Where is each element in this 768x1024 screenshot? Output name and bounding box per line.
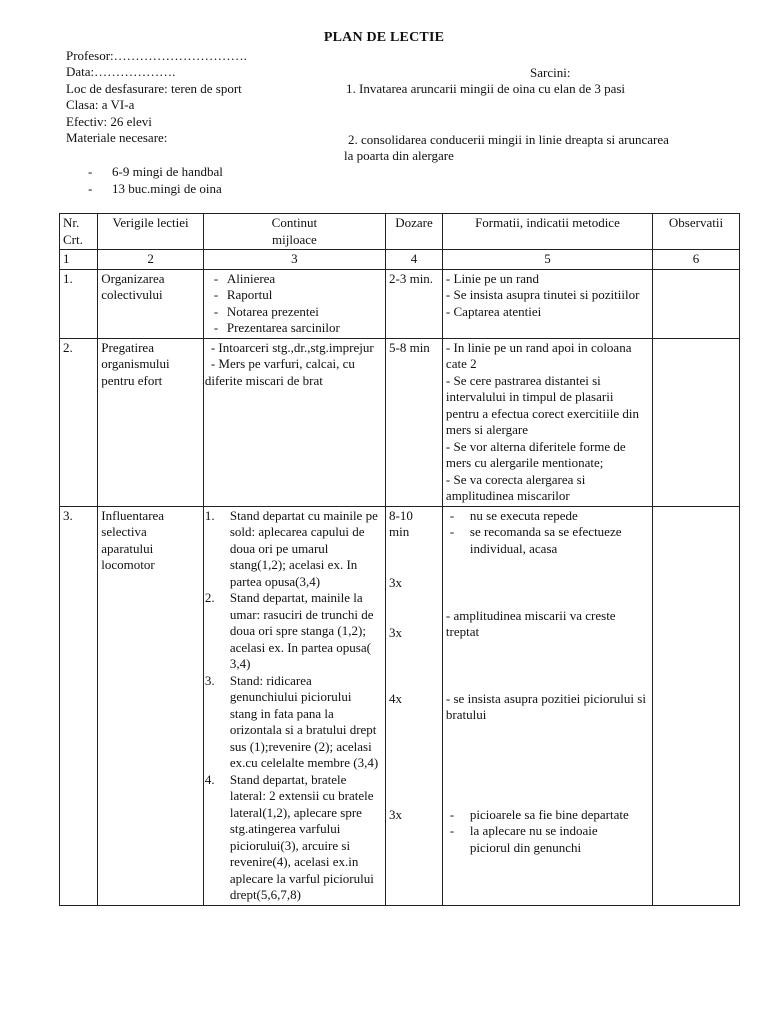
exercise-item: 1. Stand departat cu mainile pe sold: aplecarea capului de doua ori pe umarul stang(1,2); acelasi ex. In partea opusa(3,4) [204,507,378,589]
header-nr: Nr. Crt. [60,214,98,250]
location-line: Loc de desfasurare: teren de sport [66,80,242,96]
table-row: 3. Influentarea selectiva aparatului locomotor 1. Stand departat cu mainile pe sold: aplecarea capului de doua ori pe umarul stang(1,2); acelasi ex. In partea opusa(3,4) 2. Stand departat, mainile la umar: rasuciri de trunchi de doua ori spre stanga (1,2); acelasi ex. In partea opusa( 3,4) 3. Stand: ridicarea genunchiului piciorului stang in fata pana la orizontala si a bratului drept sus (1);revenire (2); acelasi ex.cu celelalte membre (3,4) 4. Stand departat, bratele lateral: 2 extensii cu bratele lateral(1,2), aplecare spre stg.atingerea varfului piciorului(3), arcuire si revenire(4), acelasi ex.in aplecare la varful piciorului drept(5,6,7,8) 8-10 min 3x 3x 4x 3x - nu se executa repede - se recomanda sa se efectueze individual, acasa - amplitudinea miscarii va creste treptat - se insista asupra pozitiei piciorului si bratului - picioarele sa fie bine departate - la aplecare nu se indoaie piciorul din genunchi [60,506,740,905]
exercise-item: 2. Stand departat, mainile la umar: rasuciri de trunchi de doua ori spre stanga (1,2); acelasi ex. In partea opusa( 3,4) [204,590,374,671]
header-indicatii: Formatii, indicatii metodice [442,214,652,250]
page-title: PLAN DE LECTIE [323,30,445,45]
header-observatii: Observatii [653,214,740,250]
table-header-row [60,214,740,250]
exercise-item: 4. Stand departat, bratele lateral: 2 extensii cu bratele lateral(1,2), aplecare spre stg.atingerea varfului piciorului(3), arcuire si revenire(4), acelasi ex.in aplecare la varful piciorului drept(5,6,7,8) [204,771,374,902]
material-item: - 13 buc.mingi de oina [88,181,222,196]
header-dozare: Dozare [386,214,443,250]
task-2: 2. consolidarea conducerii mingii in linie dreapta si aruncarea la poarta din alergare [344,132,669,163]
exercise-item: 3. Stand: ridicarea genunchiului piciorului stang in fata pana la orizontala si a bratului drept sus (1);revenire (2); acelasi ex.cu celelalte membre (3,4) [204,672,379,770]
content-list: - Alinierea - Raportul - Notarea prezentei - Prezentarea sarcinilor [207,271,382,337]
header-continut: Continut mijloace [203,214,385,250]
lesson-table [59,213,740,906]
class-line: Clasa: a VI-a [66,97,135,113]
table-row: 2. Pregatirea organismului pentru efort - Intoarceri stg.,dr.,stg.imprejur - Mers pe varfuri, calcai, cu diferite miscari de brat 5-8 min - In linie pe un rand apoi in coloana cate 2 - Se cere pastrarea distantei si intervalului in timpul de plasarii pentru a efectua corect exercitiile din mers si alergare - Se vor alterna diferitele forme de mers cu alergarile mentionate; - Se va corecta alergarea si amplitudinea miscarilor [60,338,740,506]
column-number-row: 1 2 3 4 5 6 [60,250,740,270]
header-veriga: Verigile lectiei [98,214,204,250]
material-item: - 6-9 mingi de handbal [88,164,223,179]
table-row: 1. Organizarea colectivului - Alinierea - Raportul - Notarea prezentei - Prezentarea sarcinilor 2-3 min. - Linie pe un rand - Se insista asupra tinutei si pozitiilor - Captarea atentiei [60,269,740,338]
exercise-list [204,507,382,904]
headcount-line: Efectiv: 26 elevi [66,113,152,129]
materials-label: Materiale necesare: [66,129,168,145]
profesor-line: Profesor:…………………………. [66,48,247,63]
task-1: 1. Invatarea aruncarii mingii de oina cu elan de 3 pasi [346,81,626,96]
data-line: Data:………………. [66,64,176,80]
materials-list [88,164,223,198]
tasks-label: Sarcini: [530,65,571,80]
lesson-info [66,48,366,146]
